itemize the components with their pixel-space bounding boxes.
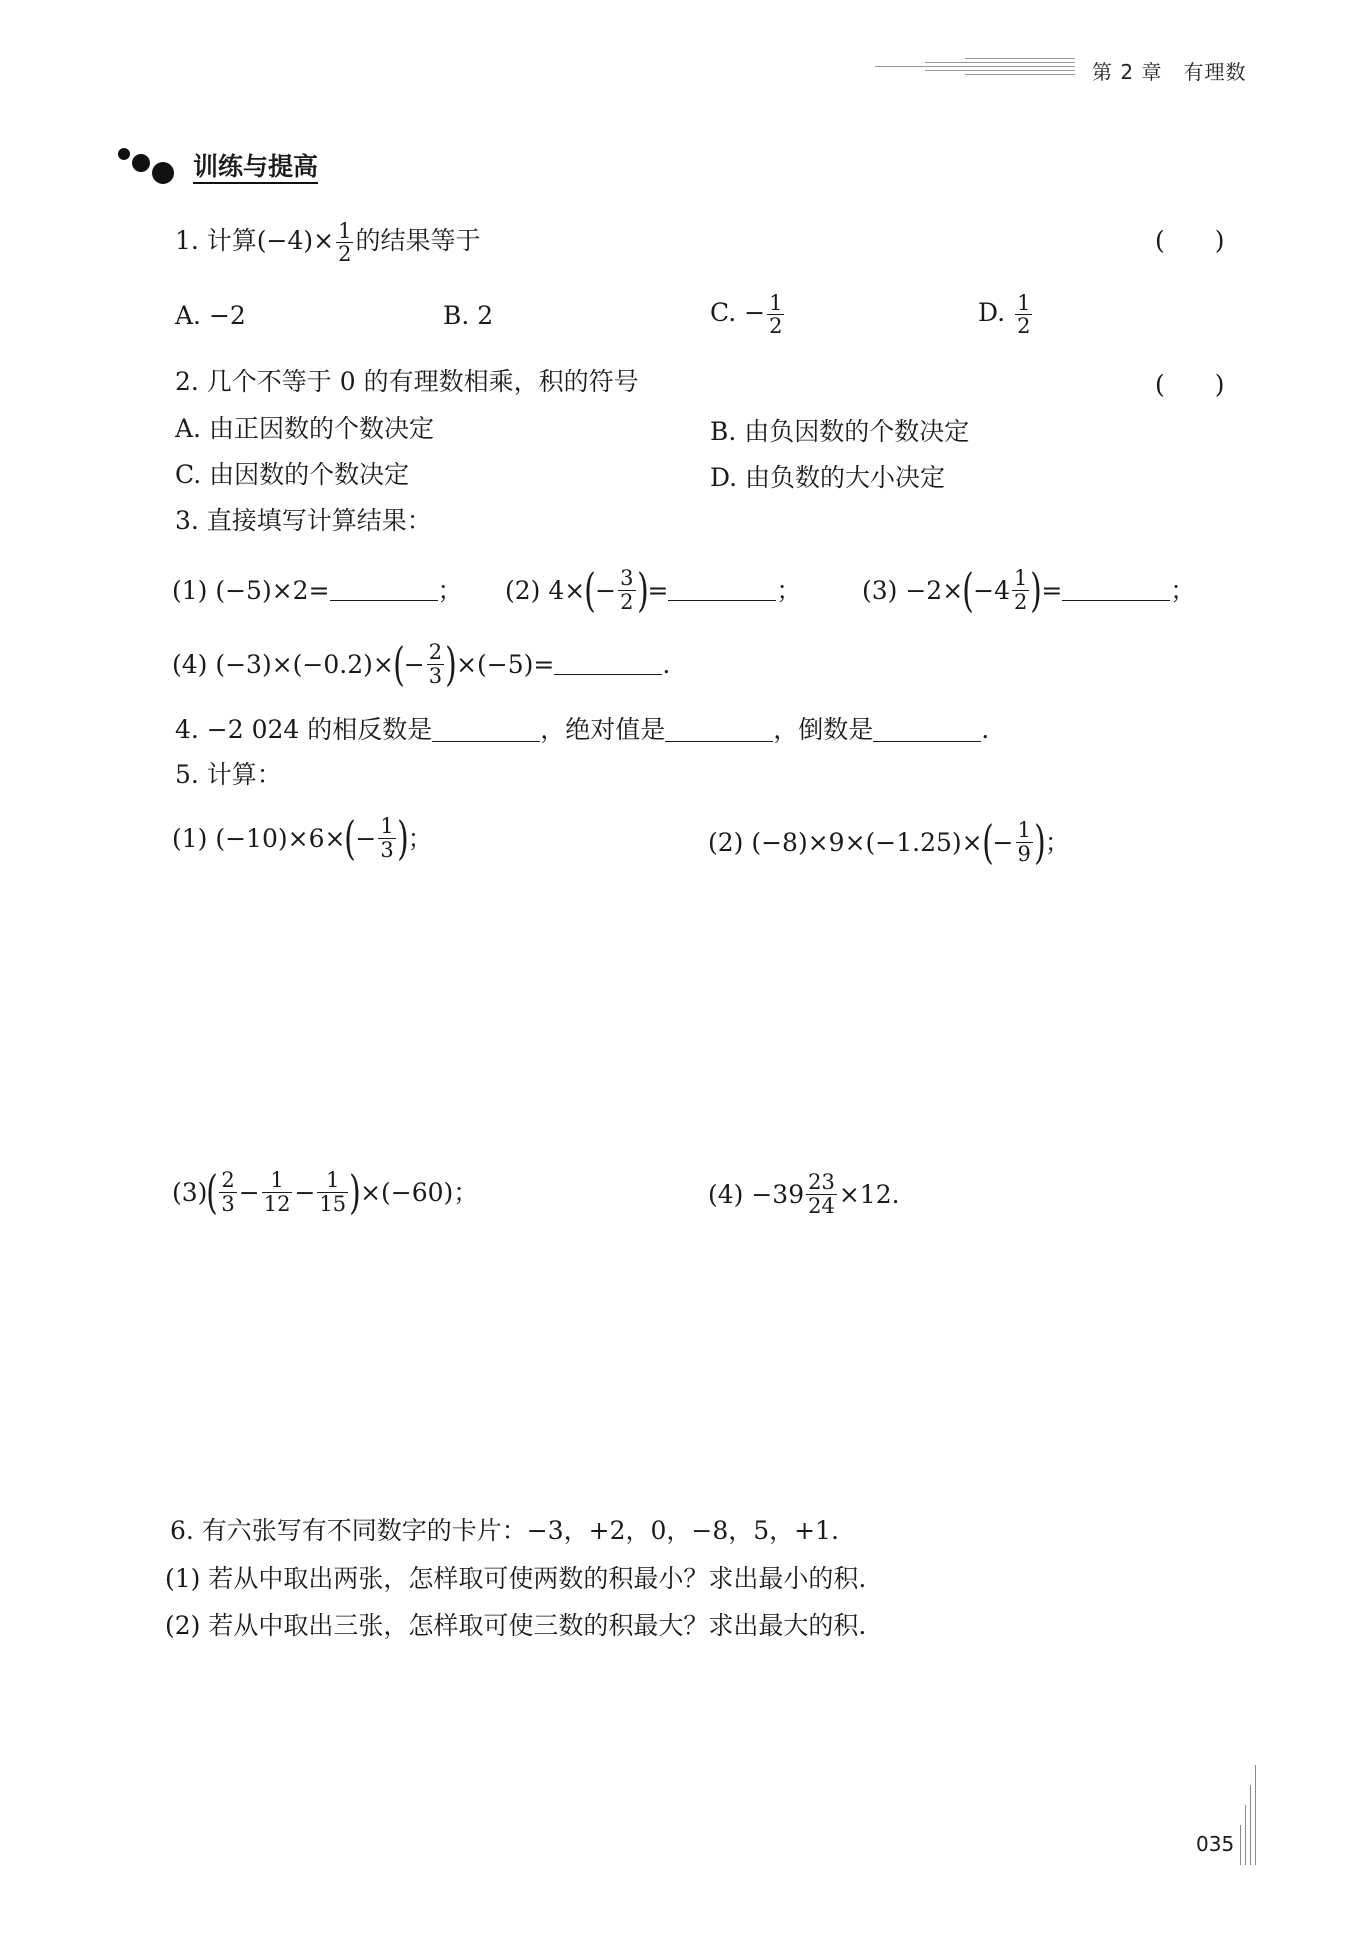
- page-number: 035: [1196, 1832, 1235, 1856]
- chapter-header: 第 2 章 有理数: [1092, 60, 1247, 84]
- question-4: 4. −2 024 的相反数是 ，绝对值是 ，倒数是 .: [175, 715, 990, 744]
- q2-option-a: A. 由正因数的个数决定: [175, 414, 434, 443]
- q3-part-4: (4) (−3)×(−0.2)× ( − $\frac{2}{3}$ ) ×(−5)= .: [172, 637, 671, 691]
- question-3: 3. 直接填写计算结果：: [175, 506, 432, 535]
- answer-blank: [432, 720, 540, 742]
- q5-part-2: (2) (−8)×9×(−1.25)× ( − $\frac{1}{9}$ ) ；: [708, 815, 1070, 869]
- bullet-dots-icon: [118, 146, 188, 186]
- question-6: 6. 有六张写有不同数字的卡片：−3，+2，0，−8，5，+1.: [170, 1516, 839, 1545]
- q2-option-d: D. 由负数的大小决定: [710, 463, 946, 492]
- q6-part-2: (2) 若从中取出三张，怎样取可使三数的积最大？求出最大的积.: [165, 1611, 867, 1640]
- q3-part-1: (1) (−5)×2= ；: [172, 575, 463, 605]
- q1-option-c: C. − $\frac{1}{2}$: [710, 291, 783, 339]
- q2-option-c: C. 由因数的个数决定: [175, 460, 410, 489]
- answer-blank: [873, 720, 981, 742]
- fraction: $\frac{1}{2}$: [338, 219, 352, 267]
- q3-part-2: (2) 4× ( − $\frac{3}{2}$ ) = ；: [505, 563, 802, 617]
- q5-part-1: (1) (−10)×6× ( − $\frac{1}{3}$ ) ；: [172, 811, 433, 865]
- question-5: 5. 计算：: [175, 760, 282, 789]
- question-2: 2. 几个不等于 0 的有理数相乘，积的符号: [175, 367, 639, 396]
- q5-part-3: (3) ( $\frac{2}{3}$ − $\frac{1}{12}$ − $\frac{1}{15}$ ) ×(−60)；: [172, 1165, 479, 1219]
- answer-bracket: ( ): [1155, 370, 1225, 399]
- answer-blank: [554, 653, 662, 675]
- header-decoration: [875, 56, 1075, 86]
- q1-option-a: A. −2: [175, 301, 246, 330]
- answer-blank: [665, 720, 773, 742]
- answer-blank: [330, 579, 438, 601]
- q1-option-b: B. 2: [443, 301, 494, 330]
- page-number-decoration: [1240, 1765, 1270, 1865]
- answer-bracket: ( ): [1155, 226, 1225, 255]
- section-title: 训练与提高: [193, 154, 318, 184]
- q6-part-1: (1) 若从中取出两张，怎样取可使两数的积最小？求出最小的积.: [165, 1564, 867, 1593]
- q1-option-d: D. $\frac{1}{2}$: [978, 291, 1031, 339]
- answer-blank: [1062, 579, 1170, 601]
- q3-part-3: (3) −2× ( −4 $\frac{1}{2}$ ) = ；: [862, 563, 1196, 617]
- q2-option-b: B. 由负因数的个数决定: [710, 417, 970, 446]
- q5-part-4: (4) −39 $\frac{23}{24}$ ×12.: [708, 1170, 900, 1218]
- question-1: 1. 计算(−4)× $\frac{1}{2}$ 的结果等于: [175, 219, 481, 267]
- answer-blank: [668, 579, 776, 601]
